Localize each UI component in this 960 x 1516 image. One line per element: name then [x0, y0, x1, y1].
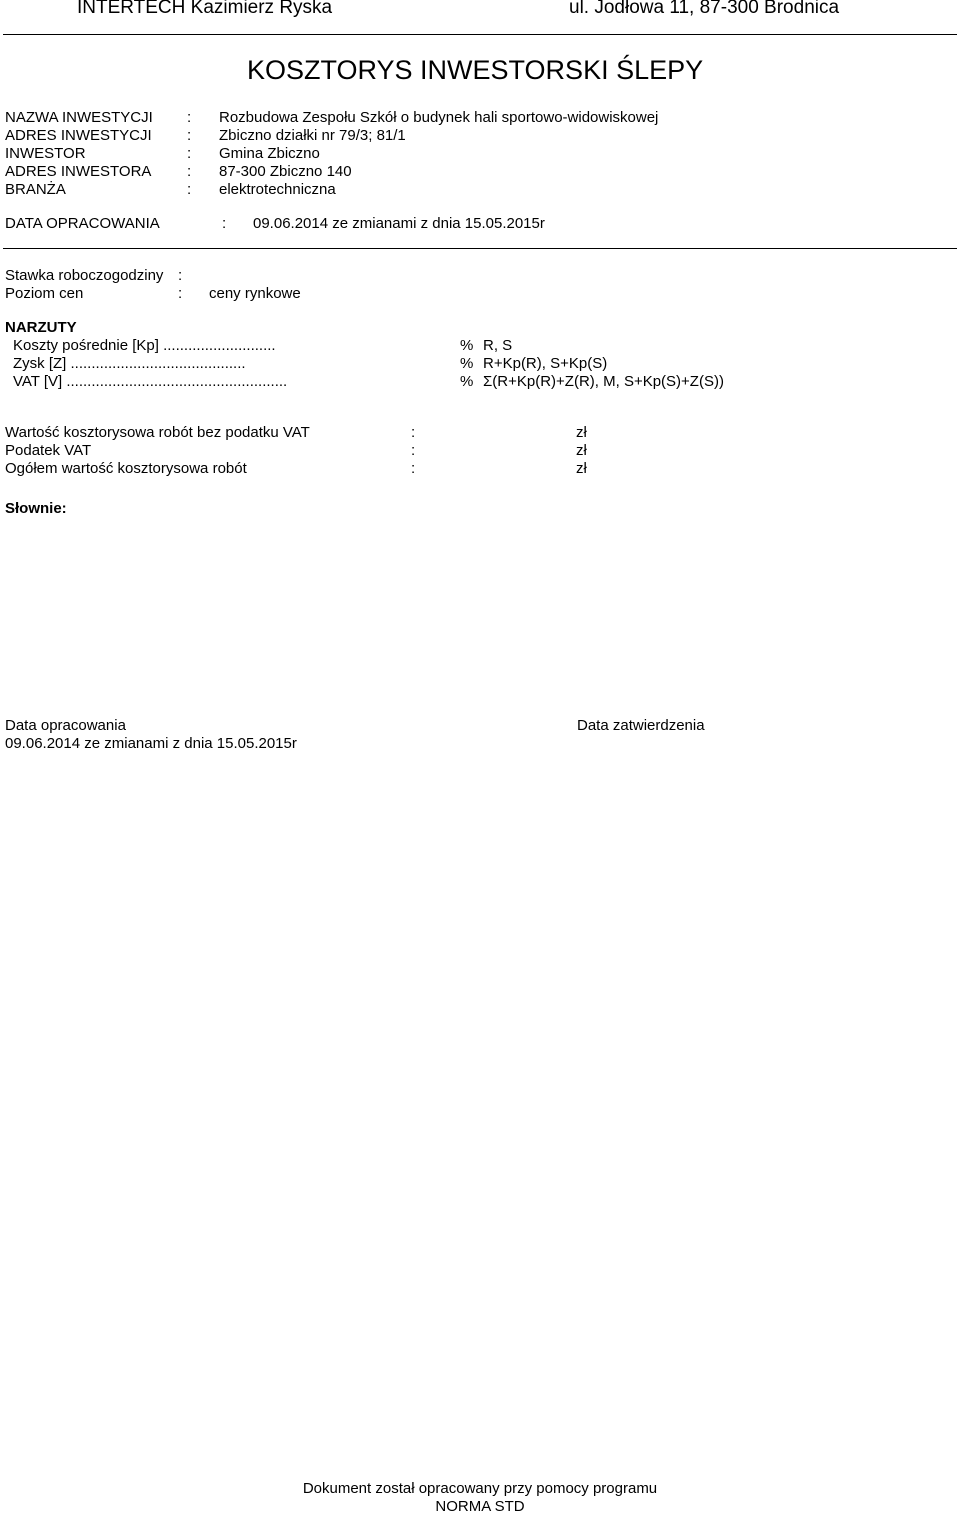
- surcharge-basis: R+Kp(R), S+Kp(S): [483, 355, 608, 372]
- info-colon: :: [187, 127, 192, 144]
- rate-value: ceny rynkowe: [209, 285, 301, 302]
- rate-label: Stawka roboczogodziny: [5, 267, 164, 284]
- total-colon: :: [411, 442, 416, 459]
- prepared-date-value: 09.06.2014 ze zmianami z dnia 15.05.2015r: [5, 735, 297, 752]
- surcharge-basis: R, S: [483, 337, 513, 354]
- date-prepared-colon: :: [222, 215, 227, 232]
- surcharge-label: Koszty pośrednie [Kp] ...........................: [13, 337, 276, 354]
- total-currency: zł: [576, 460, 587, 477]
- info-colon: :: [187, 163, 192, 180]
- info-label: BRANŻA: [5, 181, 66, 198]
- total-currency: zł: [576, 424, 587, 441]
- company-address: ul. Jodłowa 11, 87-300 Brodnica: [569, 0, 840, 18]
- approved-date-label: Data zatwierdzenia: [577, 717, 705, 734]
- company-name: INTERTECH Kazimierz Ryska: [77, 0, 333, 18]
- page-title: KOSZTORYS INWESTORSKI ŚLEPY: [247, 55, 704, 85]
- surcharge-label: Zysk [Z] ..........................................: [13, 355, 246, 372]
- prepared-date-label: Data opracowania: [5, 717, 126, 734]
- surcharges-heading: NARZUTY: [5, 319, 77, 336]
- info-value: elektrotechniczna: [219, 181, 336, 198]
- section-rule: [3, 248, 957, 249]
- rate-colon: :: [178, 267, 183, 284]
- surcharge-basis: Σ(R+Kp(R)+Z(R), M, S+Kp(S)+Z(S)): [483, 373, 724, 390]
- surcharge-unit: %: [460, 337, 474, 354]
- header-rule: [3, 34, 957, 35]
- date-prepared-value: 09.06.2014 ze zmianami z dnia 15.05.2015r: [253, 215, 545, 232]
- info-colon: :: [187, 181, 192, 198]
- footer-line: Dokument został opracowany przy pomocy programu: [302, 1480, 658, 1497]
- total-label: Ogółem wartość kosztorysowa robót: [5, 460, 247, 477]
- surcharge-unit: %: [460, 373, 474, 390]
- info-label: ADRES INWESTYCJI: [5, 127, 152, 144]
- info-value: Rozbudowa Zespołu Szkół o budynek hali sportowo-widowiskowej: [219, 109, 659, 126]
- info-value: Zbiczno działki nr 79/3; 81/1: [219, 127, 406, 144]
- info-label: INWESTOR: [5, 145, 86, 162]
- total-colon: :: [411, 460, 416, 477]
- info-value: 87-300 Zbiczno 140: [219, 163, 352, 180]
- info-colon: :: [187, 145, 192, 162]
- rate-label: Poziom cen: [5, 285, 84, 302]
- info-label: ADRES INWESTORA: [5, 163, 152, 180]
- total-label: Podatek VAT: [5, 442, 92, 459]
- total-colon: :: [411, 424, 416, 441]
- footer-program: NORMA STD: [435, 1498, 525, 1515]
- rate-colon: :: [178, 285, 183, 302]
- info-label: NAZWA INWESTYCJI: [5, 109, 153, 126]
- surcharge-unit: %: [460, 355, 474, 372]
- surcharge-label: VAT [V] .....................................................: [13, 373, 288, 390]
- date-prepared-label: DATA OPRACOWANIA: [5, 215, 160, 232]
- total-label: Wartość kosztorysowa robót bez podatku VAT: [5, 424, 310, 441]
- info-value: Gmina Zbiczno: [219, 145, 320, 162]
- total-currency: zł: [576, 442, 587, 459]
- info-colon: :: [187, 109, 192, 126]
- words-label: Słownie:: [5, 500, 67, 517]
